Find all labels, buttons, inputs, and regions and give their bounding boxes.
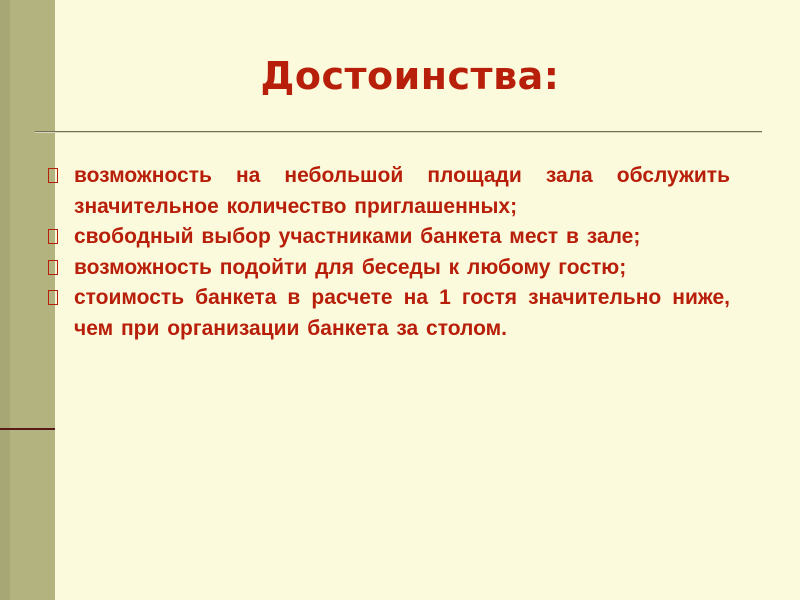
square-bullet-icon <box>48 290 58 305</box>
square-bullet-icon <box>48 229 58 244</box>
list-item-text: стоимость банкета в расчете на 1 гостя значительно ниже, чем при организации банкета за столом. <box>74 286 730 340</box>
list-item <box>62 253 730 284</box>
list-item <box>62 222 730 253</box>
left-band-shade <box>0 0 10 600</box>
list-item-text: возможность на небольшой площади зала обслужить значительное количество приглашенных; <box>74 164 730 218</box>
square-bullet-icon <box>48 260 58 275</box>
left-decorative-band <box>0 0 55 600</box>
list-item <box>62 161 730 222</box>
list-item-text: свободный выбор участниками банкета мест в зале; <box>74 225 641 248</box>
advantages-list <box>62 161 730 344</box>
list-item <box>62 283 730 344</box>
band-accent-mark <box>0 428 55 430</box>
title-divider-shadow <box>35 132 762 133</box>
slide-title: Достоинства: <box>260 54 560 98</box>
square-bullet-icon <box>48 168 58 183</box>
list-item-text: возможность подойти для беседы к любому гостю; <box>74 255 627 279</box>
